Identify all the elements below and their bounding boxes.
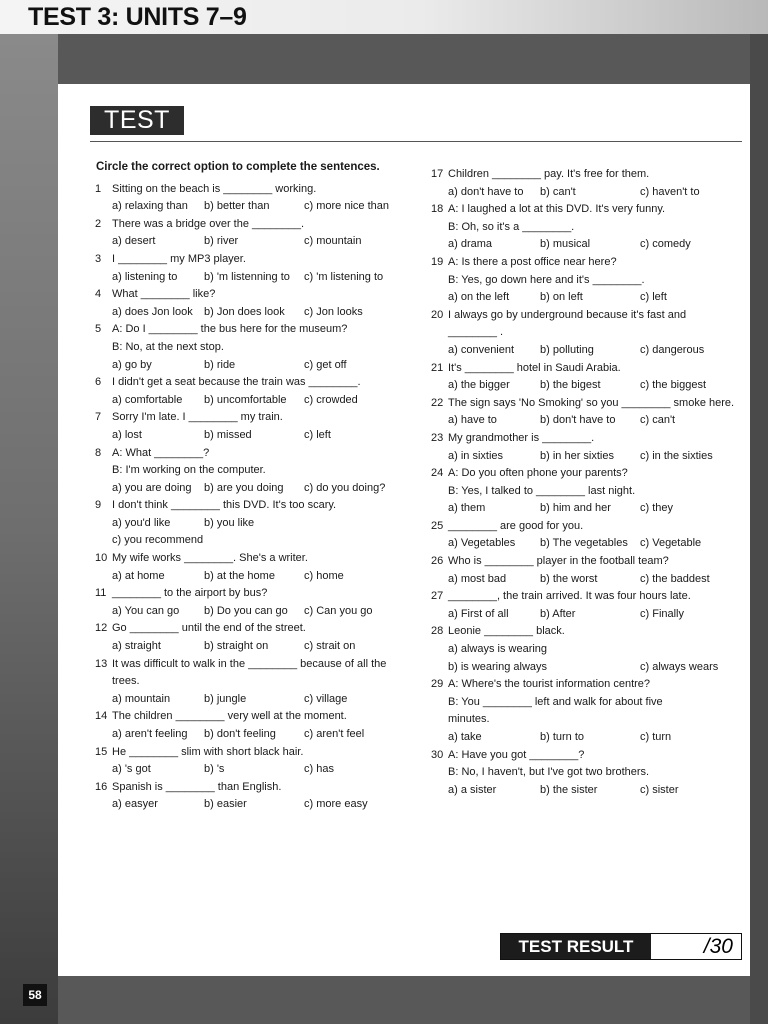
question-28 (431, 623, 743, 676)
question-5 (95, 321, 407, 374)
answer-option-a[interactable]: a) a sister (448, 783, 497, 796)
question-line: He ________ slim with short black hair. (112, 745, 304, 758)
question-line: B: Yes, go down here and it's ________. (448, 273, 645, 286)
answer-option-c[interactable]: c) crowded (304, 393, 358, 406)
question-7 (95, 409, 407, 444)
answer-options (95, 603, 407, 621)
question-text (95, 708, 407, 726)
test-badge: TEST (90, 106, 184, 135)
question-line: Leonie ________ black. (448, 625, 565, 638)
question-number: 1 (95, 182, 102, 195)
answer-option-c[interactable]: c) you recommend (112, 534, 204, 547)
answer-option-c[interactable]: c) comedy (640, 238, 691, 251)
answer-option-b[interactable]: b) missed (204, 428, 252, 441)
answer-option-b[interactable]: b) don't feeling (204, 728, 276, 740)
answer-options (95, 515, 407, 533)
answer-option-b[interactable]: b) The vegetables (540, 537, 628, 550)
answer-options (431, 782, 743, 800)
answer-option-c[interactable]: c) dangerous (640, 343, 705, 356)
answer-option-c[interactable]: c) sister (640, 783, 679, 796)
answer-option-a[interactable]: a) drama (448, 238, 493, 251)
question-text-line (431, 694, 743, 712)
question-text (431, 254, 743, 272)
question-number: 28 (431, 625, 444, 638)
answer-options (431, 236, 743, 254)
answer-option-a[interactable]: a) aren't feeling (112, 728, 188, 740)
question-line: My grandmother is ________. (448, 431, 595, 444)
question-number: 14 (95, 710, 108, 723)
question-line: ________ to the airport by bus? (112, 587, 268, 600)
question-line: I don't think ________ this DVD. It's too scary. (112, 499, 337, 512)
question-29 (431, 676, 743, 746)
question-text (431, 360, 743, 378)
answer-options (431, 184, 743, 202)
answer-options (431, 500, 743, 518)
question-line: Children ________ pay. It's free for them. (448, 168, 650, 180)
question-number: 4 (95, 288, 102, 301)
question-line: A: What ________? (112, 446, 210, 459)
question-text (431, 623, 743, 641)
question-text (431, 166, 743, 184)
right-column (431, 166, 743, 799)
answer-option-a[interactable]: a) straight (112, 640, 161, 653)
answer-option-c[interactable]: c) haven't to (640, 185, 700, 198)
answer-option-b[interactable]: b) ride (204, 358, 236, 371)
question-number: 23 (431, 431, 444, 444)
answer-option-a[interactable]: a) convenient (448, 343, 515, 356)
answer-option-a[interactable]: a) in sixties (448, 449, 504, 462)
answer-option-b[interactable]: b) uncomfortable (204, 393, 287, 406)
question-line: A: Do you often phone your parents? (448, 467, 628, 480)
question-line: A: Is there a post office near here? (448, 255, 617, 268)
question-line: B: Oh, so it's a ________. (448, 220, 575, 233)
question-text-line (431, 219, 743, 237)
question-number: 19 (431, 255, 444, 268)
question-line: ________ . (448, 326, 504, 339)
question-number: 13 (95, 657, 108, 670)
answer-option-c[interactable]: c) mountain (304, 235, 362, 248)
answer-option-c[interactable]: c) home (304, 569, 344, 582)
answer-options (431, 641, 743, 659)
question-line: Go ________ until the end of the street. (112, 622, 306, 635)
question-text (95, 445, 407, 463)
answer-option-b[interactable]: b) Do you can go (204, 604, 288, 617)
question-line: The children ________ very well at the moment. (112, 710, 347, 723)
answer-option-a[interactable]: a) take (448, 731, 482, 743)
question-number: 22 (431, 396, 444, 409)
question-text (431, 307, 743, 325)
answer-option-a[interactable]: a) You can go (112, 604, 180, 617)
question-9 (95, 497, 407, 550)
answer-options (95, 691, 407, 709)
answer-option-c[interactable]: c) strait on (304, 640, 356, 653)
header-band (0, 0, 768, 34)
answer-option-a[interactable]: a) lost (112, 428, 142, 441)
question-number: 8 (95, 446, 102, 459)
answer-option-b[interactable]: b) After (540, 607, 576, 620)
question-14 (95, 708, 407, 743)
answer-option-b[interactable]: b) 's (204, 763, 225, 776)
question-number: 26 (431, 555, 444, 568)
answer-option-a[interactable]: a) most bad (448, 572, 507, 585)
test-page (58, 84, 750, 976)
question-27 (431, 588, 743, 623)
answer-option-b[interactable]: b) the worst (540, 572, 598, 585)
question-line: A: Have you got ________? (448, 748, 585, 761)
answer-options (95, 392, 407, 410)
answer-option-b[interactable]: b) the bigest (540, 379, 601, 392)
left-column (95, 159, 407, 814)
question-text (95, 585, 407, 603)
answer-option-a[interactable]: a) comfortable (112, 393, 183, 406)
question-text (95, 286, 407, 304)
question-text (95, 251, 407, 269)
question-text (431, 395, 743, 413)
instruction: Circle the correct option to complete the sentences. (96, 161, 380, 173)
answer-option-b[interactable]: b) in her sixties (540, 449, 614, 462)
question-text (95, 656, 407, 691)
question-21 (431, 360, 743, 395)
question-number: 20 (431, 308, 444, 321)
answer-option-b[interactable] (540, 641, 640, 659)
answer-option-c[interactable]: c) has (304, 763, 334, 776)
question-line: B: You ________ left and walk for about five (448, 695, 663, 708)
answer-options (95, 233, 407, 251)
answer-options (431, 535, 743, 553)
question-15 (95, 744, 407, 779)
question-13 (95, 656, 407, 709)
question-number: 21 (431, 361, 444, 374)
question-line: B: I'm working on the computer. (112, 464, 266, 477)
question-19 (431, 254, 743, 307)
question-number: 15 (95, 745, 108, 758)
page-number: 58 (23, 984, 47, 1006)
question-2 (95, 216, 407, 251)
question-text (95, 779, 407, 797)
answer-options (95, 304, 407, 322)
answer-options (431, 571, 743, 589)
answer-option-a[interactable]: a) desert (112, 235, 156, 248)
answer-option-b[interactable]: b) turn to (540, 731, 585, 743)
question-11 (95, 585, 407, 620)
test-result-box (500, 933, 742, 960)
answer-option-b[interactable]: b) don't have to (540, 414, 616, 427)
answer-options (431, 412, 743, 430)
answer-option-a[interactable]: a) always is wearing (448, 643, 548, 656)
question-23 (431, 430, 743, 465)
answer-option-c[interactable]: c) Jon looks (304, 305, 363, 318)
question-text-line (431, 711, 743, 729)
answer-options (95, 568, 407, 586)
answer-option-a[interactable]: a) have to (448, 414, 497, 427)
answer-options (431, 377, 743, 395)
question-8 (95, 445, 407, 498)
question-text (431, 676, 743, 694)
question-line: A: Do I ________ the bus here for the museum? (112, 323, 348, 336)
question-text (95, 409, 407, 427)
question-text (431, 465, 743, 483)
question-number: 17 (431, 168, 444, 180)
question-number: 29 (431, 678, 444, 691)
question-number: 12 (95, 622, 108, 635)
answer-option-b[interactable]: b) can't (540, 185, 576, 198)
question-line: I didn't get a seat because the train was ________. (112, 376, 361, 389)
answer-option-b[interactable]: b) the sister (540, 783, 598, 796)
question-text (431, 201, 743, 219)
answer-options (95, 427, 407, 445)
question-line: B: Yes, I talked to ________ last night. (448, 484, 636, 497)
question-line: B: No, at the next stop. (112, 340, 224, 353)
question-text (95, 744, 407, 762)
answer-option-b[interactable]: b) jungle (204, 692, 247, 705)
question-16 (95, 779, 407, 814)
question-number: 9 (95, 499, 102, 512)
answer-option-a[interactable]: a) the bigger (448, 379, 510, 392)
question-number: 5 (95, 323, 102, 336)
question-4 (95, 286, 407, 321)
question-text-line (95, 339, 407, 357)
answer-option-b[interactable]: b) straight on (204, 640, 269, 653)
question-line: Sorry I'm late. I ________ my train. (112, 411, 283, 424)
question-line: B: No, I haven't, but I've got two brothers. (448, 766, 650, 779)
answer-options (95, 796, 407, 814)
question-number: 7 (95, 411, 102, 424)
questions-area (58, 84, 750, 976)
answer-option-c[interactable]: c) village (304, 692, 348, 705)
answer-option-b[interactable]: b) river (204, 235, 239, 248)
answer-option-b[interactable]: b) at the home (204, 569, 275, 582)
question-6 (95, 374, 407, 409)
answer-option-c[interactable]: c) always wears (640, 660, 719, 673)
question-25 (431, 518, 743, 553)
question-line: Spanish is ________ than English. (112, 780, 282, 793)
answer-option-a[interactable]: a) go by (112, 358, 152, 371)
answer-option-a[interactable]: a) on the left (448, 291, 510, 304)
answer-option-a[interactable]: a) Vegetables (448, 537, 516, 550)
answer-option-a[interactable]: a) mountain (112, 692, 171, 705)
question-26 (431, 553, 743, 588)
answer-option-c[interactable]: c) get off (304, 358, 347, 371)
question-text (95, 620, 407, 638)
answer-options (431, 606, 743, 624)
answer-option-a[interactable]: a) 's got (112, 763, 151, 776)
answer-option-b[interactable]: b) easier (204, 798, 247, 811)
question-number: 16 (95, 780, 108, 793)
answer-options (431, 729, 743, 747)
answer-option-b[interactable]: b) you like (204, 516, 255, 529)
question-line: The sign says 'No Smoking' so you ________ smoke here. (448, 396, 735, 409)
question-12 (95, 620, 407, 655)
answer-option-c[interactable]: c) more easy (304, 798, 368, 811)
answer-option-b[interactable]: b) musical (540, 238, 591, 251)
question-17 (431, 166, 743, 201)
answer-option-c[interactable]: c) in the sixties (640, 449, 713, 462)
answer-option-a[interactable]: a) them (448, 502, 486, 515)
question-text (95, 497, 407, 515)
question-24 (431, 465, 743, 518)
question-line: What ________ like? (112, 288, 216, 301)
question-text (95, 216, 407, 234)
question-text (431, 747, 743, 765)
question-3 (95, 251, 407, 286)
question-text-line (431, 764, 743, 782)
test-result-score: /30 (703, 935, 733, 958)
answer-option-b[interactable]: b) Jon does look (204, 305, 285, 318)
answer-option-c[interactable]: c) turn (640, 731, 672, 743)
answer-options (95, 198, 407, 216)
answer-option-b[interactable] (540, 659, 640, 677)
question-18 (431, 201, 743, 254)
question-line: It's ________ hotel in Saudi Arabia. (448, 361, 621, 374)
question-number: 6 (95, 376, 102, 389)
answer-option-b[interactable]: b) him and her (540, 502, 611, 515)
answer-option-a[interactable]: a) at home (112, 569, 165, 582)
answer-option-c[interactable]: c) more nice than (304, 200, 389, 213)
question-number: 10 (95, 552, 108, 565)
question-line: I ________ my MP3 player. (112, 252, 246, 265)
answer-option-a[interactable]: a) does Jon look (112, 305, 193, 318)
answer-option-c[interactable]: c) Vegetable (640, 537, 702, 550)
answer-options (95, 480, 407, 498)
answer-option-c[interactable]: c) the baddest (640, 572, 710, 585)
answer-option-a[interactable]: b) is wearing always (448, 660, 548, 673)
question-text (95, 181, 407, 199)
answer-options (431, 342, 743, 360)
answer-option-c[interactable]: c) left (304, 428, 331, 441)
answer-option-b[interactable]: b) better than (204, 200, 270, 213)
answer-option-c[interactable]: c) can't (640, 414, 676, 427)
question-line: ________ are good for you. (448, 519, 584, 532)
question-30 (431, 747, 743, 800)
test-result-label: TEST RESULT (501, 934, 651, 959)
question-line: My wife works ________. She's a writer. (112, 552, 308, 565)
answer-options (95, 357, 407, 375)
question-22 (431, 395, 743, 430)
answer-option-c[interactable]: c) they (640, 502, 674, 515)
answer-option-c[interactable]: c) aren't feel (304, 728, 365, 740)
question-number: 24 (431, 467, 444, 480)
question-number: 30 (431, 748, 444, 761)
right-margin-strip (750, 34, 768, 1024)
question-text (95, 550, 407, 568)
answer-option-c[interactable]: c) Can you go (304, 604, 373, 617)
answer-option-a[interactable]: a) relaxing than (112, 200, 188, 213)
question-10 (95, 550, 407, 585)
question-line: A: I laughed a lot at this DVD. It's very funny. (448, 203, 666, 216)
page-header-title: TEST 3: UNITS 7–9 (28, 3, 247, 31)
question-text-line (431, 483, 743, 501)
answer-option-c[interactable]: c) Finally (640, 607, 685, 620)
question-text (431, 518, 743, 536)
question-text-line (431, 324, 743, 342)
question-text (431, 588, 743, 606)
question-line: A: Where's the tourist information centre? (448, 678, 651, 691)
answer-options (95, 638, 407, 656)
answer-options (95, 761, 407, 779)
answer-option-a[interactable]: a) First of all (448, 607, 509, 620)
answer-option-a[interactable]: a) don't have to (448, 185, 524, 198)
question-text-line (431, 272, 743, 290)
question-line: I always go by underground because it's fast and (448, 308, 687, 321)
question-number: 25 (431, 519, 444, 532)
answer-option-c[interactable]: c) do you doing? (304, 481, 386, 494)
question-line: There was a bridge over the ________. (112, 217, 305, 230)
question-number: 18 (431, 203, 444, 216)
question-text (431, 553, 743, 571)
question-number: 27 (431, 590, 444, 603)
left-margin-strip (0, 34, 58, 1024)
question-20 (431, 307, 743, 360)
question-number: 11 (95, 587, 107, 600)
answer-option-b[interactable]: b) are you doing (204, 481, 284, 494)
question-text (95, 321, 407, 339)
question-text (431, 430, 743, 448)
answer-option-c[interactable]: c) the biggest (640, 379, 707, 392)
question-text-line (95, 462, 407, 480)
answer-option-c[interactable]: c) left (640, 291, 667, 304)
question-1 (95, 181, 407, 216)
question-line: It was difficult to walk in the ________ because of all the trees. (112, 657, 387, 688)
answer-options (431, 659, 743, 677)
question-line: Sitting on the beach is ________ working. (112, 182, 317, 195)
question-text (95, 374, 407, 392)
answer-option-a[interactable]: a) easyer (112, 798, 158, 811)
answer-option-a[interactable]: a) you'd like (112, 516, 171, 529)
question-line: minutes. (448, 713, 490, 726)
answer-option-b[interactable]: b) 'm listenning to (204, 270, 290, 283)
answer-options (95, 269, 407, 287)
answer-option-c[interactable]: c) 'm listening to (304, 270, 384, 283)
answer-options (431, 289, 743, 307)
question-number: 3 (95, 252, 102, 265)
answer-option-b[interactable]: b) on left (540, 291, 583, 304)
question-line: ________, the train arrived. It was four hours late. (448, 590, 691, 603)
answer-option-b[interactable]: b) polluting (540, 343, 594, 356)
answer-options (431, 448, 743, 466)
answer-option-a[interactable]: a) you are doing (112, 481, 192, 494)
question-line: Who is ________ player in the football team? (448, 555, 669, 568)
answer-options (95, 726, 407, 744)
question-number: 2 (95, 217, 102, 230)
answer-option-a[interactable]: a) listening to (112, 270, 178, 283)
